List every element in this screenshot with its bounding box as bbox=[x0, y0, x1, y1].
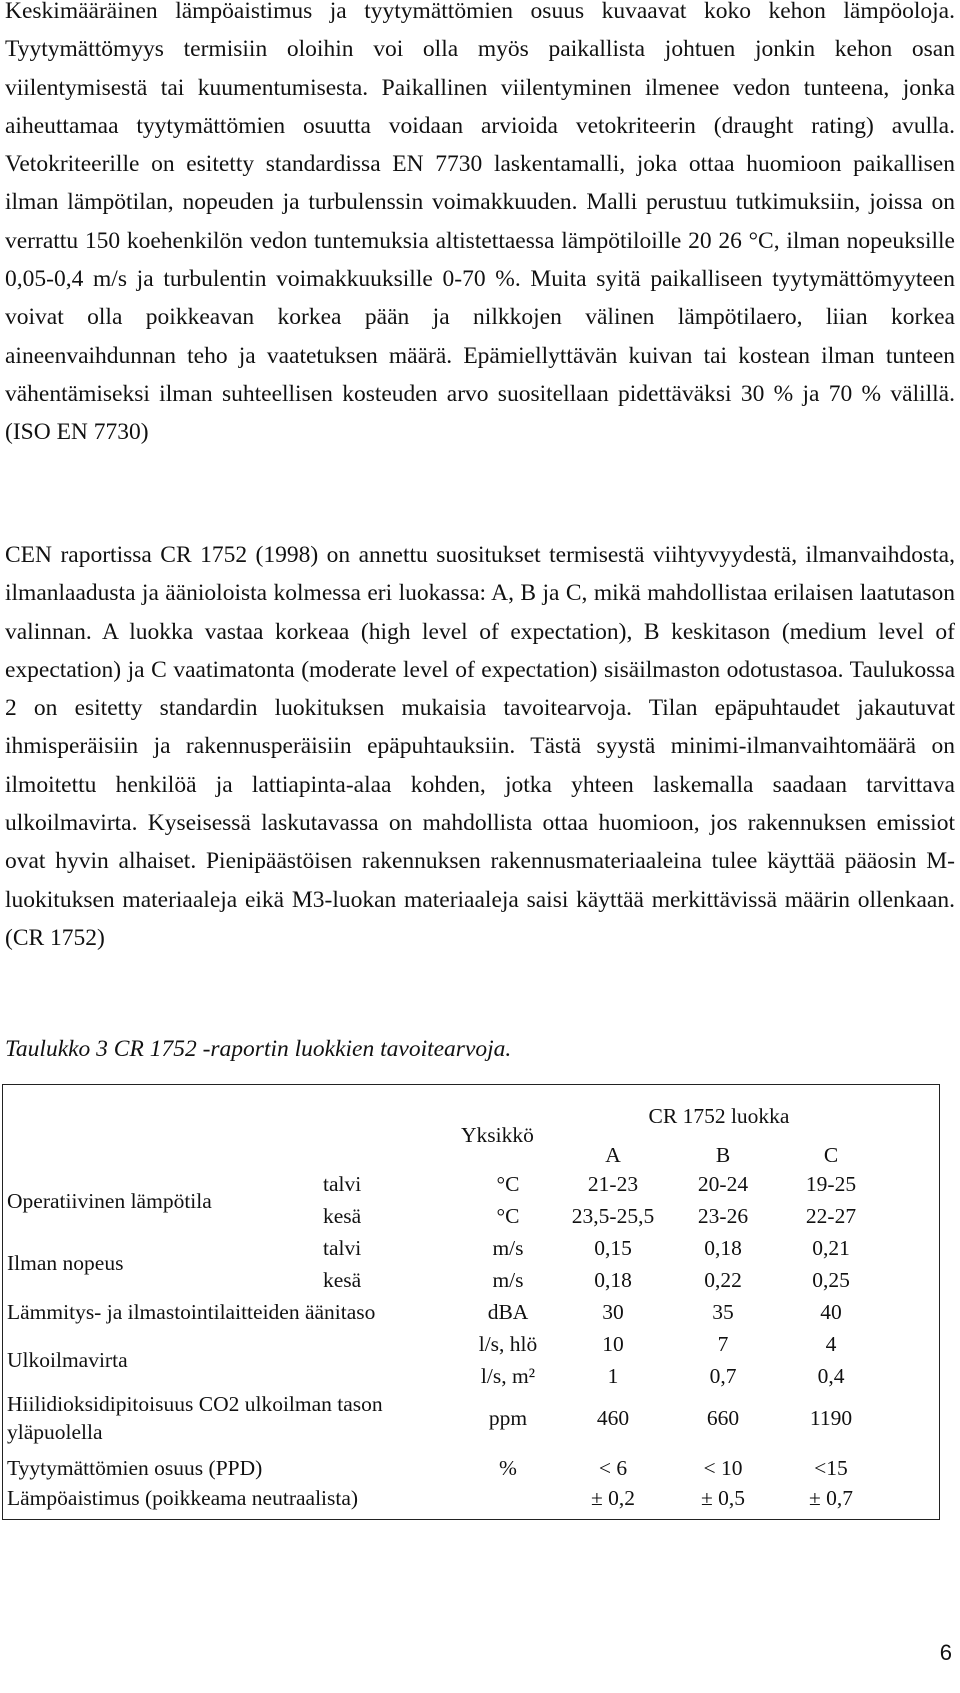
table-row-sub: talvi bbox=[323, 1236, 362, 1260]
table-cell-a: 10 bbox=[602, 1332, 624, 1356]
table-row-label: Tyytymättömien osuus (PPD) bbox=[7, 1456, 263, 1480]
table-cell-c: 40 bbox=[820, 1300, 842, 1324]
table-cell-a: 23,5-25,5 bbox=[571, 1204, 655, 1228]
table-cell-a: 460 bbox=[596, 1406, 630, 1430]
table-cell-b: 23-26 bbox=[697, 1204, 749, 1228]
table-caption: Taulukko 3 CR 1752 -raportin luokkien tavoitearvoja. bbox=[5, 1036, 512, 1062]
table-cell-a: 0,15 bbox=[594, 1236, 632, 1260]
table-cell-a: ± 0,2 bbox=[590, 1486, 636, 1510]
group-label-outdoor-airflow: Ulkoilmavirta bbox=[7, 1348, 128, 1372]
table-cell-b: 7 bbox=[717, 1332, 729, 1356]
table-row-unit: °C bbox=[496, 1204, 520, 1228]
table-cell-c: 1190 bbox=[809, 1406, 853, 1430]
table-cell-b: 660 bbox=[706, 1406, 740, 1430]
table-row-unit: °C bbox=[496, 1172, 520, 1196]
table-cell-a: < 6 bbox=[598, 1456, 628, 1480]
table-row-unit: dBA bbox=[487, 1300, 529, 1324]
target-values-table bbox=[2, 1084, 940, 1520]
header-class-c: C bbox=[823, 1143, 839, 1167]
group-label-co2: Hiilidioksidipitoisuus CO2 ulkoilman tason yläpuolella bbox=[7, 1392, 383, 1444]
table-row-sub: kesä bbox=[323, 1204, 362, 1228]
paragraph-cr1752: CEN raportissa CR 1752 (1998) on annettu suositukset termisestä viihtyvyydestä, ilmanvaihdosta, ilmanlaadusta ja äänioloista kolmessa eri luokassa: A, B ja C, mikä mahdollistaa erilaisen laatutason valinnan. A luokka vastaa korkeaa (high level of expectation), B keskitason (medium level of expectation) ja C vaatimatonta (moderate level of expectation) sisäilmaston odotustasoa. Taulukossa 2 on esitetty standardin luokituksen mukaisia tavoitearvoja. Tilan epäpuhtaudet jakautuvat ihmisperäisiin ja rakennusperäisiin epäpuhtauksiin. Tästä syystä minimi-ilmanvaihtomäärä on ilmoitettu henkilöä ja lattiapinta-alaa kohden, jotka yhteen laskemalla saadaan tarvittava ulkoilmavirta. Kyseisessä laskutavassa on mahdollista ottaa huomioon, jos rakennuksen emissiot ovat hyvin alhaiset. Pienipäästöisen rakennuksen rakennusmateriaaleina tulee käyttää pääosin M-luokituksen materiaaleja eikä M3-luokan materiaaleja saisi käyttää merkittävissä määrin ollenkaan. (CR 1752) bbox=[5, 542, 955, 951]
table-row-unit: ppm bbox=[488, 1406, 528, 1430]
table-row-unit: l/s, hlö bbox=[478, 1332, 538, 1356]
table-cell-c: ± 0,7 bbox=[808, 1486, 854, 1510]
table-cell-c: <15 bbox=[814, 1456, 848, 1480]
table-row-unit: l/s, m² bbox=[480, 1364, 536, 1388]
table-row-sub: kesä bbox=[323, 1268, 362, 1292]
table-row-unit: m/s bbox=[492, 1236, 524, 1260]
table-cell-b: 0,18 bbox=[704, 1236, 742, 1260]
header-class-b: B bbox=[715, 1143, 731, 1167]
table-cell-b: 20-24 bbox=[697, 1172, 749, 1196]
table-cell-b: 0,22 bbox=[704, 1268, 742, 1292]
table-cell-c: 0,4 bbox=[817, 1364, 845, 1388]
header-class-a: A bbox=[605, 1143, 621, 1167]
page-number: 6 bbox=[939, 1640, 952, 1665]
table-cell-b: ± 0,5 bbox=[700, 1486, 746, 1510]
table-row-unit: m/s bbox=[492, 1268, 524, 1292]
table-row-label: Lämpöaistimus (poikkeama neutraalista) bbox=[7, 1486, 359, 1510]
table-cell-b: 0,7 bbox=[709, 1364, 737, 1388]
table-cell-a: 21-23 bbox=[587, 1172, 639, 1196]
table-cell-c: 4 bbox=[825, 1332, 837, 1356]
table-cell-c: 19-25 bbox=[805, 1172, 857, 1196]
table-row-label: Lämmitys- ja ilmastointilaitteiden äänitaso bbox=[7, 1300, 376, 1324]
table-cell-a: 0,18 bbox=[594, 1268, 632, 1292]
table-cell-c: 22-27 bbox=[805, 1204, 857, 1228]
table-cell-b: 35 bbox=[712, 1300, 734, 1324]
table-cell-b: < 10 bbox=[703, 1456, 743, 1480]
table-cell-c: 0,25 bbox=[812, 1268, 850, 1292]
table-cell-a: 30 bbox=[602, 1300, 624, 1324]
table-row-sub: talvi bbox=[323, 1172, 362, 1196]
header-group: CR 1752 luokka bbox=[648, 1104, 790, 1128]
paragraph-thermal-comfort: Keskimääräinen lämpöaistimus ja tyytymättömien osuus kuvaavat koko kehon lämpöoloja. Tyytymättömyys termisiin oloihin voi olla myös paikallista johtuen jonkin kehon osan viilentymisestä tai kuumentumisesta. Paikallinen viilentyminen ilmenee vedon tunteena, jonka aiheuttamaa tyytymättömien osuutta voidaan arvioida vetokriteerin (draught rating) avulla. Vetokriteerille on esitetty standardissa EN 7730 laskentamalli, joka ottaa huomioon paikallisen ilman lämpötilan, nopeuden ja turbulenssin voimakkuuden. Malli perustuu tutkimuksiin, joissa on verrattu 150 koehenkilön vedon tuntemuksia altistettaessa lämpötiloille 20 26 °C, ilman nopeuksille 0,05-0,4 m/s ja turbulentin voimakkuuksille 0-70 %. Muita syitä paikalliseen tyytymättömyyteen voivat olla poikkeavan korkea pään ja nilkkojen välinen lämpötilaero, liian korkea aineenvaihdunnan teho ja vaatetuksen määrä. Epämiellyttävän kuivan tai kostean ilman tunteen vähentämiseksi ilman suhteellisen kosteuden arvo suositellaan pidettäväksi 30 % ja 70 % välillä. (ISO EN 7730) bbox=[5, 0, 955, 446]
table-row-unit: % bbox=[499, 1456, 517, 1480]
group-label-operative-temperature: Operatiivinen lämpötila bbox=[7, 1189, 212, 1213]
group-label-air-velocity: Ilman nopeus bbox=[7, 1251, 124, 1275]
table-cell-a: 1 bbox=[607, 1364, 619, 1388]
table-cell-c: 0,21 bbox=[812, 1236, 850, 1260]
header-unit: Yksikkö bbox=[461, 1123, 534, 1147]
